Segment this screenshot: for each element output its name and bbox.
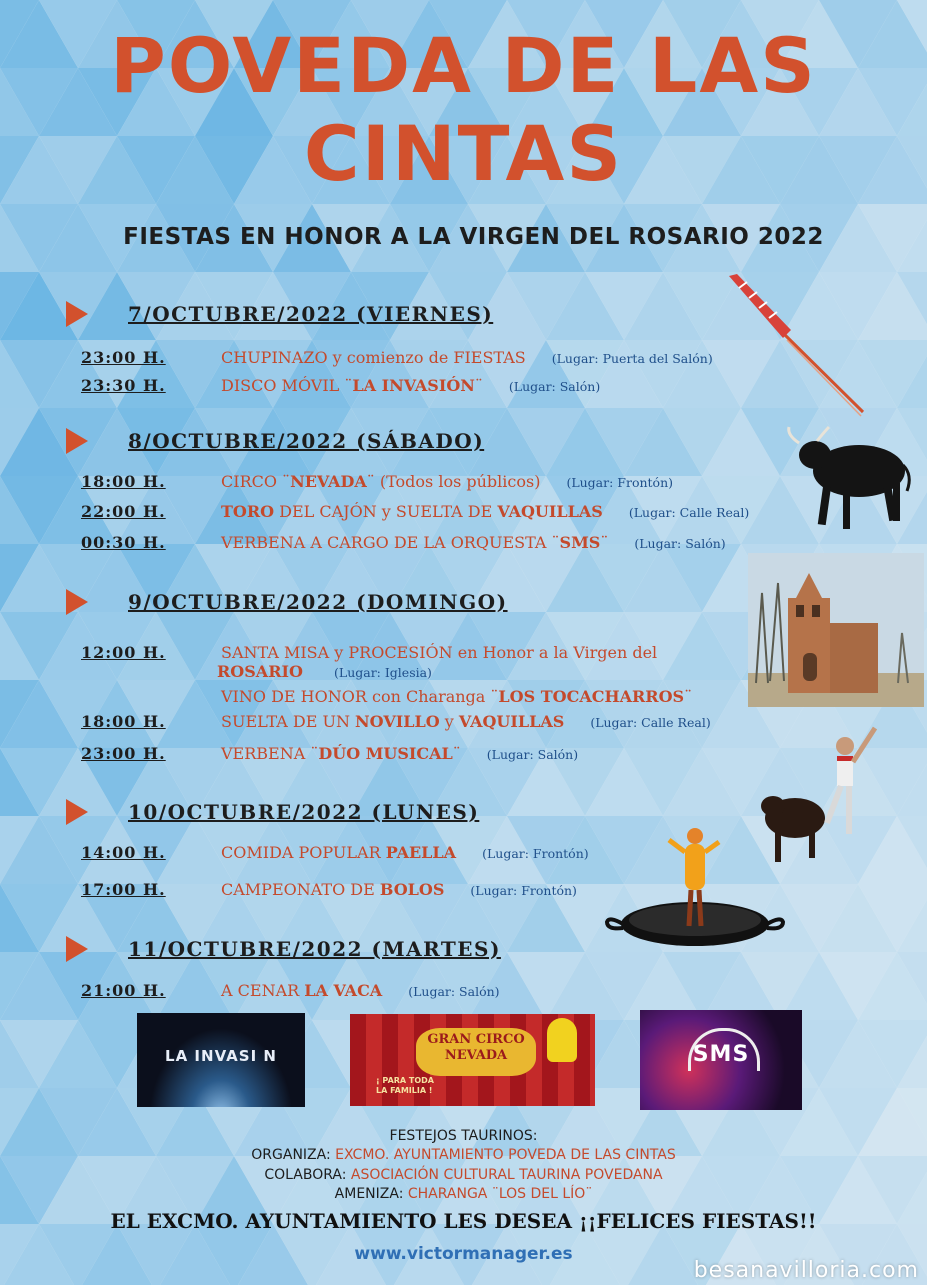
title-line-1: POVEDA DE LAS [110,21,817,110]
footer-festejos: FESTEJOS TAURINOS: [389,1128,538,1144]
event-location: (Lugar: Salón) [486,747,579,762]
event-time: 00:30 H. [81,533,166,552]
arrow-icon [66,799,88,825]
event-row [81,376,600,395]
footer-colabora: COLABORA: ASOCIACIÓN CULTURAL TAURINA POVEDANA [264,1167,663,1183]
event-activity-second: VINO DE HONOR con Charanga ¨LOS TOCACHARROS¨ [221,687,693,706]
arrow-icon [66,428,88,454]
day-label: 10/OCTUBRE/2022 (LUNES) [128,800,480,824]
event-row [81,981,500,1000]
event-row-multiline [81,631,692,706]
day-header-5 [66,936,501,962]
event-location: (Lugar: Frontón) [482,846,589,861]
event-activity: CAMPEONATO DE BOLOS [221,880,445,899]
event-activity: SANTA MISA y PROCESIÓN en Honor a la Virgen del [221,643,658,662]
event-row [81,533,726,552]
bull-icon [785,425,915,533]
event-location: (Lugar: Frontón) [566,475,673,490]
event-time: 14:00 H. [81,843,166,862]
event-location: (Lugar: Calle Real) [590,715,711,730]
banner-circo-line4: LA FAMILIA ! [376,1086,433,1095]
event-row [81,472,673,491]
event-row [81,843,589,862]
event-activity: SUELTA DE UN NOVILLO y VAQUILLAS [221,712,565,731]
banner-circo-line1: GRAN CIRCO [427,1032,525,1047]
event-activity: A CENAR LA VACA [221,981,383,1000]
rocket-firework-icon [725,270,870,420]
day-label: 7/OCTUBRE/2022 (VIERNES) [128,302,494,326]
event-location: (Lugar: Salón) [408,984,500,999]
event-time: 23:00 H. [81,744,166,763]
event-location: (Lugar: Iglesia) [334,665,432,680]
event-time: 18:00 H. [81,472,166,491]
watermark: besanavilloria.com [693,1258,919,1283]
event-activity: VERBENA ¨DÚO MUSICAL¨ [221,744,461,763]
event-time: 22:00 H. [81,502,166,521]
event-time: 12:00 H. [81,643,166,662]
banner-sms-text: SMS [692,1042,750,1067]
event-row [81,880,577,899]
event-activity: CHUPINAZO y comienzo de FIESTAS [221,348,526,367]
event-time: 21:00 H. [81,981,166,1000]
banner-la-invasion [137,1013,305,1107]
day-header-2 [66,428,484,454]
event-activity: COMIDA POPULAR PAELLA [221,843,457,862]
event-activity: CIRCO ¨NEVADA¨ (Todos los públicos) [221,472,541,491]
minion-icon [547,1018,577,1062]
footer-ameniza: AMENIZA: CHARANGA ¨LOS DEL LÍO¨ [334,1186,593,1202]
day-header-1 [66,301,493,327]
arrow-icon [66,589,88,615]
day-label: 9/OCTUBRE/2022 (DOMINGO) [128,590,508,614]
event-activity: DISCO MÓVIL ¨LA INVASIÓN¨ [221,376,483,395]
event-location: (Lugar: Calle Real) [628,505,750,520]
event-location: (Lugar: Salón) [508,379,601,394]
event-row [81,348,713,367]
banner-invasion-text: LA INVASI N [165,1047,277,1065]
greeting: EL EXCMO. AYUNTAMIENTO LES DESEA ¡¡FELICES FIESTAS!! [110,1209,817,1233]
event-activity: TORO DEL CAJÓN y SUELTA DE VAQUILLAS [221,502,603,521]
event-row [81,502,749,521]
subtitle: FIESTAS EN HONOR A LA VIRGEN DEL ROSARIO 2022 [123,224,824,250]
banner-sms [640,1010,802,1110]
day-header-4 [66,799,479,825]
event-activity-bold: ROSARIO [217,662,303,681]
banner-gran-circo-nevada [350,1014,595,1106]
arrow-icon [66,301,88,327]
day-label: 11/OCTUBRE/2022 (MARTES) [128,937,501,961]
title-line-2: CINTAS [303,109,624,198]
event-location: (Lugar: Frontón) [470,883,577,898]
event-time: 18:00 H. [81,712,166,731]
event-time: 23:30 H. [81,376,166,395]
event-time: 17:00 H. [81,880,166,899]
event-row [81,712,711,731]
church-photo [748,553,924,707]
arrow-icon [66,936,88,962]
paella-pan-icon [603,818,788,958]
banner-circo-line3: ¡ PARA TODA [376,1076,434,1085]
event-location: (Lugar: Salón) [634,536,726,551]
event-activity: VERBENA A CARGO DE LA ORQUESTA ¨SMS¨ [221,533,609,552]
footer-organiza: ORGANIZA: EXCMO. AYUNTAMIENTO POVEDA DE LAS CINTAS [251,1147,676,1163]
day-label: 8/OCTUBRE/2022 (SÁBADO) [128,429,485,453]
day-header-3 [66,589,508,615]
website-link[interactable]: www.victormanager.es [354,1244,573,1264]
banner-circo-line2: NEVADA [444,1048,508,1063]
event-location: (Lugar: Puerta del Salón) [551,351,713,366]
event-time: 23:00 H. [81,348,166,367]
event-row [81,744,578,763]
